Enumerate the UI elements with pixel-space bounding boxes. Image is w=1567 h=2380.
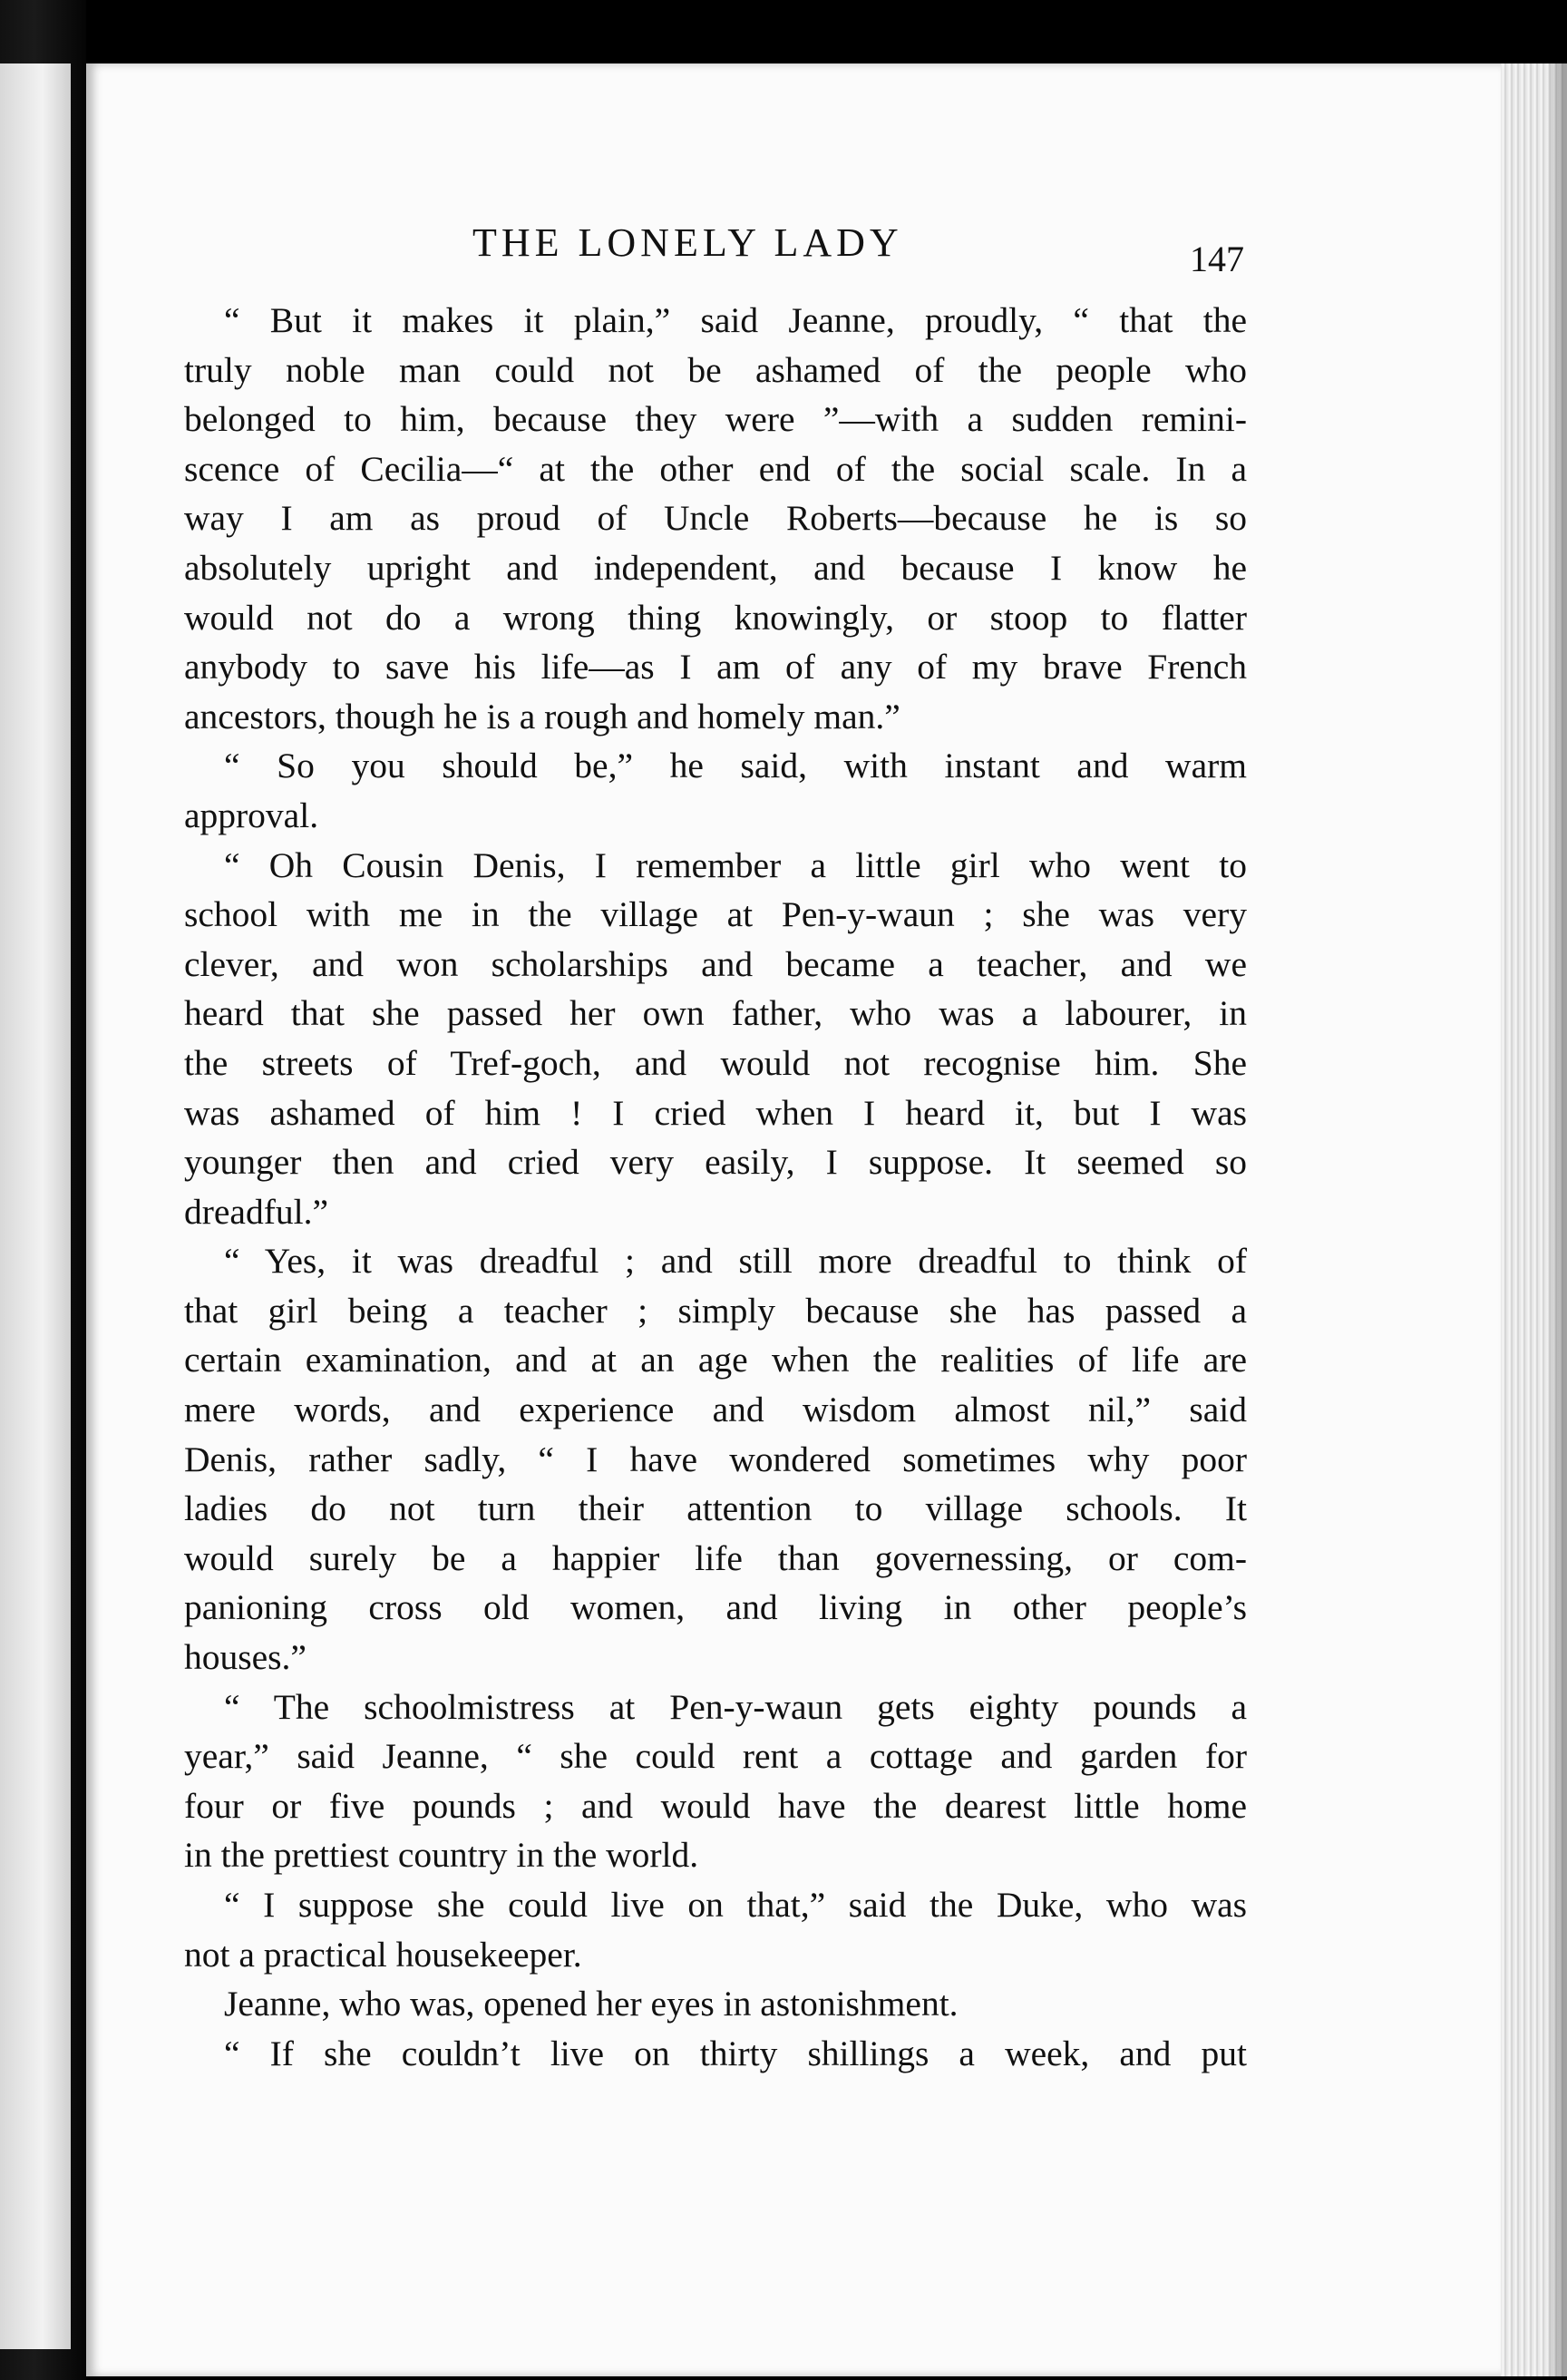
text-line: truly noble man could not be ashamed of the people who	[184, 349, 1247, 390]
text-line: scence of Cecilia—“ at the other end of the social scale. In a	[184, 448, 1247, 489]
text-line: school with me in the village at Pen-y-waun ; she was very	[184, 894, 1247, 935]
text-line: Jeanne, who was, opened her eyes in astonishment.	[224, 1984, 959, 2024]
page-number: 147	[1190, 239, 1244, 279]
text-line: would surely be a happier life than governessing, or com-	[184, 1537, 1247, 1578]
text-line: “ But it makes it plain,” said Jeanne, proudly, “ that the	[224, 300, 1247, 340]
text-line: houses.”	[184, 1637, 307, 1678]
facing-page-edge	[0, 63, 71, 2349]
text-line: “ So you should be,” he said, with instant and warm	[224, 746, 1247, 786]
text-line: “ Yes, it was dreadful ; and still more dreadful to think of	[224, 1241, 1247, 1282]
text-line: certain examination, and at an age when the realities of life are	[184, 1340, 1247, 1380]
text-line: “ Oh Cousin Denis, I remember a little girl who went to	[224, 844, 1247, 885]
fore-edge-shadow	[1546, 63, 1567, 2376]
text-line: mere words, and experience and wisdom almost nil,” said	[184, 1390, 1247, 1430]
paragraph	[184, 2029, 1247, 2079]
body-text	[184, 296, 1247, 2078]
text-line: was ashamed of him ! I cried when I heard it, but I was	[184, 1092, 1247, 1133]
paragraph	[184, 296, 1247, 741]
paragraph	[184, 1880, 1247, 1979]
text-line: ancestors, though he is a rough and homely man.”	[184, 696, 900, 736]
text-line: ladies do not turn their attention to village schools. It	[184, 1488, 1247, 1529]
text-line: not a practical housekeeper.	[184, 1934, 582, 1975]
text-line: heard that she passed her own father, who was a labourer, in	[184, 993, 1247, 1034]
paragraph	[184, 1236, 1247, 1682]
paragraph	[184, 741, 1247, 840]
text-line: four or five pounds ; and would have the dearest little home	[184, 1785, 1247, 1826]
text-line: anybody to save his life—as I am of any of my brave French	[184, 647, 1247, 688]
text-line: Denis, rather sadly, “ I have wondered sometimes why poor	[184, 1439, 1247, 1479]
text-line: in the prettiest country in the world.	[184, 1835, 699, 1876]
text-line: would not do a wrong thing knowingly, or stoop to flatter	[184, 597, 1247, 638]
text-line: way I am as proud of Uncle Roberts—because he is so	[184, 498, 1247, 539]
text-line: the streets of Tref-goch, and would not recognise him. She	[184, 1042, 1247, 1083]
text-line: year,” said Jeanne, “ she could rent a cottage and garden for	[184, 1736, 1247, 1777]
paragraph	[184, 1683, 1247, 1880]
text-line: “ The schoolmistress at Pen-y-waun gets eighty pounds a	[224, 1686, 1247, 1727]
text-line: approval.	[184, 795, 319, 835]
text-line: absolutely upright and independent, and because I know he	[184, 547, 1247, 588]
text-line: dreadful.”	[184, 1191, 329, 1232]
paragraph	[184, 1979, 1247, 2029]
running-head: THE LONELY LADY	[472, 220, 903, 265]
text-line: younger then and cried very easily, I suppose. It seemed so	[184, 1142, 1247, 1183]
paragraph	[184, 841, 1247, 1237]
text-line: clever, and won scholarships and became a teacher, and we	[184, 943, 1247, 984]
text-line: belonged to him, because they were ”—with a sudden remini-	[184, 399, 1247, 440]
text-line: “ If she couldn’t live on thirty shillings a week, and put	[224, 2033, 1247, 2073]
text-line: “ I suppose she could live on that,” said the Duke, who was	[224, 1885, 1247, 1925]
text-line: panioning cross old women, and living in other people’s	[184, 1587, 1247, 1628]
text-line: that girl being a teacher ; simply because she has passed a	[184, 1290, 1247, 1331]
